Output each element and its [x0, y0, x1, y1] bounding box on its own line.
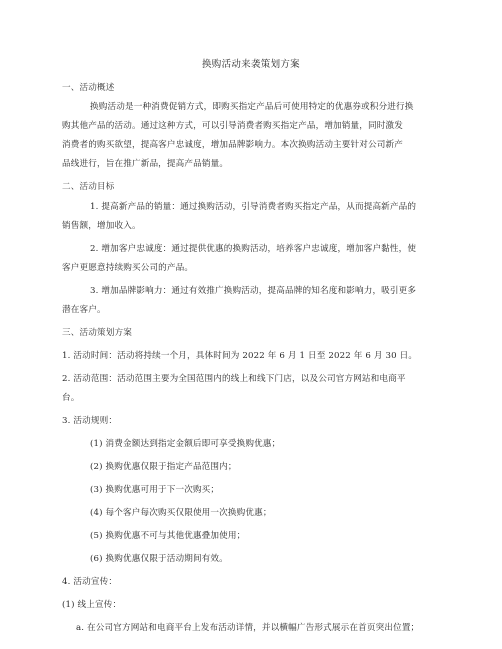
goal-item-line: 1. 提高新产品的销量：通过换购活动，引导消费者购买指定产品，从而提高新产品的 — [90, 202, 417, 212]
paragraph-line: 购其他产品的活动。通过这种方式，可以引导消费者购买指定产品，增加销量，同时激发 — [62, 121, 404, 131]
rule-item: (3) 换购优惠可用于下一次购买； — [90, 485, 220, 495]
plan-scope-line: 2. 活动范围：活动范围主要为全国范围内的线上和线下门店，以及公司官方网站和电商平 — [62, 374, 406, 384]
goal-item-line: 销售额，增加收入。 — [62, 221, 141, 231]
rule-item: (1) 消费金额达到指定金额后即可享受换购优惠； — [90, 439, 281, 449]
goal-item-line: 客户更愿意持续购买公司的产品。 — [62, 263, 194, 273]
document-title: 换购活动来袭策划方案 — [201, 59, 300, 70]
online-promo-heading: (1) 线上宣传： — [62, 600, 122, 610]
online-promo-item: a. 在公司官方网站和电商平台上发布活动详情，并以横幅广告形式展示在首页突出位置； — [76, 623, 420, 633]
rule-item: (4) 每个客户每次购买仅限使用一次换购优惠； — [90, 508, 272, 518]
rule-item: (2) 换购优惠仅限于指定产品范围内； — [90, 462, 237, 472]
rules-heading: 3. 活动规则： — [62, 416, 118, 426]
plan-scope-line: 台。 — [62, 393, 80, 403]
section-heading-goals: 二、活动目标 — [62, 182, 115, 192]
paragraph-line: 品线进行，旨在推广新品，提高产品销量。 — [62, 159, 229, 169]
section-heading-plan: 三、活动策划方案 — [62, 328, 132, 338]
rule-item: (6) 换购优惠仅限于活动期间有效。 — [90, 554, 228, 564]
goal-item-line: 3. 增加品牌影响力：通过有效推广换购活动，提高品牌的知名度和影响力，吸引更多 — [90, 286, 417, 296]
goal-item-line: 2. 增加客户忠诚度：通过提供优惠的换购活动，培养客户忠诚度，增加客户黏性，使 — [90, 244, 417, 254]
section-heading-overview: 一、活动概述 — [62, 83, 115, 93]
paragraph-line: 换购活动是一种消费促销方式，即购买指定产品后可使用特定的优惠券或积分进行换 — [90, 102, 414, 112]
promo-heading: 4. 活动宣传： — [62, 577, 118, 587]
paragraph-line: 消费者的购买欲望，提高客户忠诚度，增加品牌影响力。本次换购活动主要针对公司新产 — [62, 140, 404, 150]
plan-time: 1. 活动时间：活动将持续一个月，具体时间为 2022 年 6 月 1 日至 2022 年 6 月 30 日。 — [62, 351, 418, 361]
goal-item-line: 潜在客户。 — [62, 305, 106, 315]
rule-item: (5) 换购优惠不可与其他优惠叠加使用； — [90, 531, 246, 541]
